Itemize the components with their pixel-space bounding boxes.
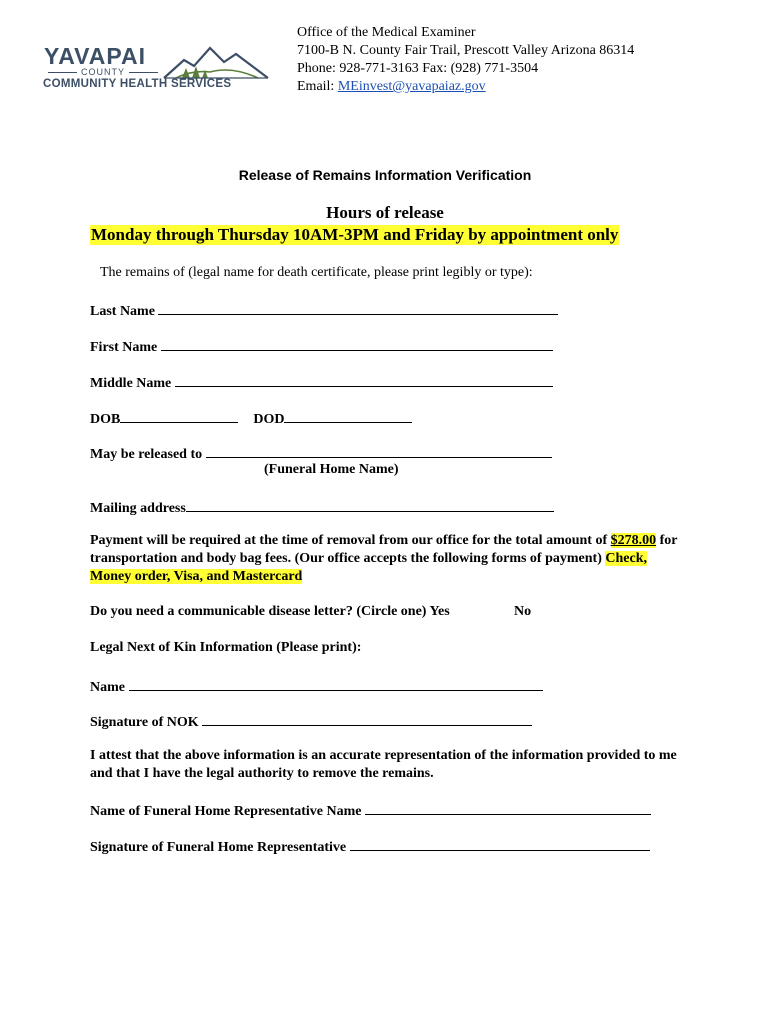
mailing-address-line[interactable] [186, 497, 554, 512]
nok-signature-line[interactable] [202, 711, 532, 726]
rep-signature-row [90, 836, 650, 856]
logo-yavapai-text: YAVAPAI [44, 43, 147, 69]
nok-name-row [90, 676, 543, 696]
payment-text-2: for transportation and body bag fees. (Our office accepts the following forms of payment) [90, 533, 678, 566]
last-name-label: Last Name [90, 304, 155, 319]
form-title: Release of Remains Information Verification [238, 167, 532, 183]
communicable-question: Do you need a communicable disease letter? (Circle one) Yes [90, 604, 450, 619]
payment-text-1: Payment will be required at the time of removal from our office for the total amount of [90, 533, 608, 548]
payment-paragraph [90, 532, 690, 586]
email-link[interactable]: MEinvest@yavapaiaz.gov [337, 79, 486, 94]
logo-divider-right [129, 72, 158, 73]
hours-title: Hours of release [326, 203, 444, 222]
dod-label: DOD [253, 412, 285, 427]
first-name-label: First Name [90, 340, 158, 355]
rep-name-label: Name of Funeral Home Representative Name [90, 804, 362, 819]
logo-county-row [44, 67, 162, 77]
dod-line[interactable] [284, 408, 412, 423]
rep-signature-line[interactable] [350, 836, 650, 851]
nok-signature-row [90, 711, 532, 731]
attestation-paragraph: I attest that the above information is an accurate representation of the information provided to me and that I have the legal authority to remove the remains. [90, 748, 677, 781]
mailing-address-row [90, 497, 554, 517]
rep-name-row [90, 800, 651, 820]
nok-heading: Legal Next of Kin Information (Please print): [90, 640, 362, 655]
communicable-no-option[interactable]: No [514, 604, 532, 619]
first-name-row [90, 336, 553, 356]
last-name-row [90, 300, 558, 320]
county-logo [40, 40, 270, 100]
office-email-row [297, 78, 634, 96]
logo-divider-left [48, 72, 77, 73]
released-to-row [90, 443, 552, 463]
released-to-line[interactable] [206, 443, 552, 458]
mountain-icon [162, 44, 270, 80]
rep-signature-label: Signature of Funeral Home Representative [90, 840, 347, 855]
first-name-line[interactable] [161, 336, 553, 351]
payment-methods: Check, Money order, Visa, and Mastercard [90, 551, 647, 584]
mailing-address-label: Mailing address [90, 501, 186, 516]
communicable-disease-row [90, 604, 450, 620]
last-name-line[interactable] [158, 300, 558, 315]
released-to-label: May be released to [90, 447, 203, 462]
middle-name-line[interactable] [175, 372, 553, 387]
nok-name-line[interactable] [129, 676, 543, 691]
rep-name-line[interactable] [365, 800, 651, 815]
nok-name-label: Name [90, 680, 125, 695]
office-street-address: 7100-B N. County Fair Trail, Prescott Valley Arizona 86314 [297, 43, 635, 58]
middle-name-label: Middle Name [90, 376, 172, 391]
dob-dod-row [90, 408, 412, 428]
logo-county-text: COUNTY [81, 67, 125, 77]
payment-amount: $278.00 [610, 533, 657, 548]
email-label: Email: [297, 79, 338, 94]
office-address-block [297, 24, 634, 96]
dob-label: DOB [90, 412, 121, 427]
middle-name-row [90, 372, 553, 392]
funeral-home-name-hint: (Funeral Home Name) [264, 462, 399, 477]
nok-signature-label: Signature of NOK [90, 715, 199, 730]
remains-intro-text: The remains of (legal name for death certificate, please print legibly or type): [100, 265, 533, 280]
logo-community-health-services-text: COMMUNITY HEALTH SERVICES [43, 78, 232, 90]
office-phone-fax: Phone: 928-771-3163 Fax: (928) 771-3504 [297, 61, 539, 76]
office-name: Office of the Medical Examiner [297, 25, 476, 40]
dob-line[interactable] [120, 408, 238, 423]
hours-detail-highlighted: Monday through Thursday 10AM-3PM and Friday by appointment only [91, 225, 619, 244]
